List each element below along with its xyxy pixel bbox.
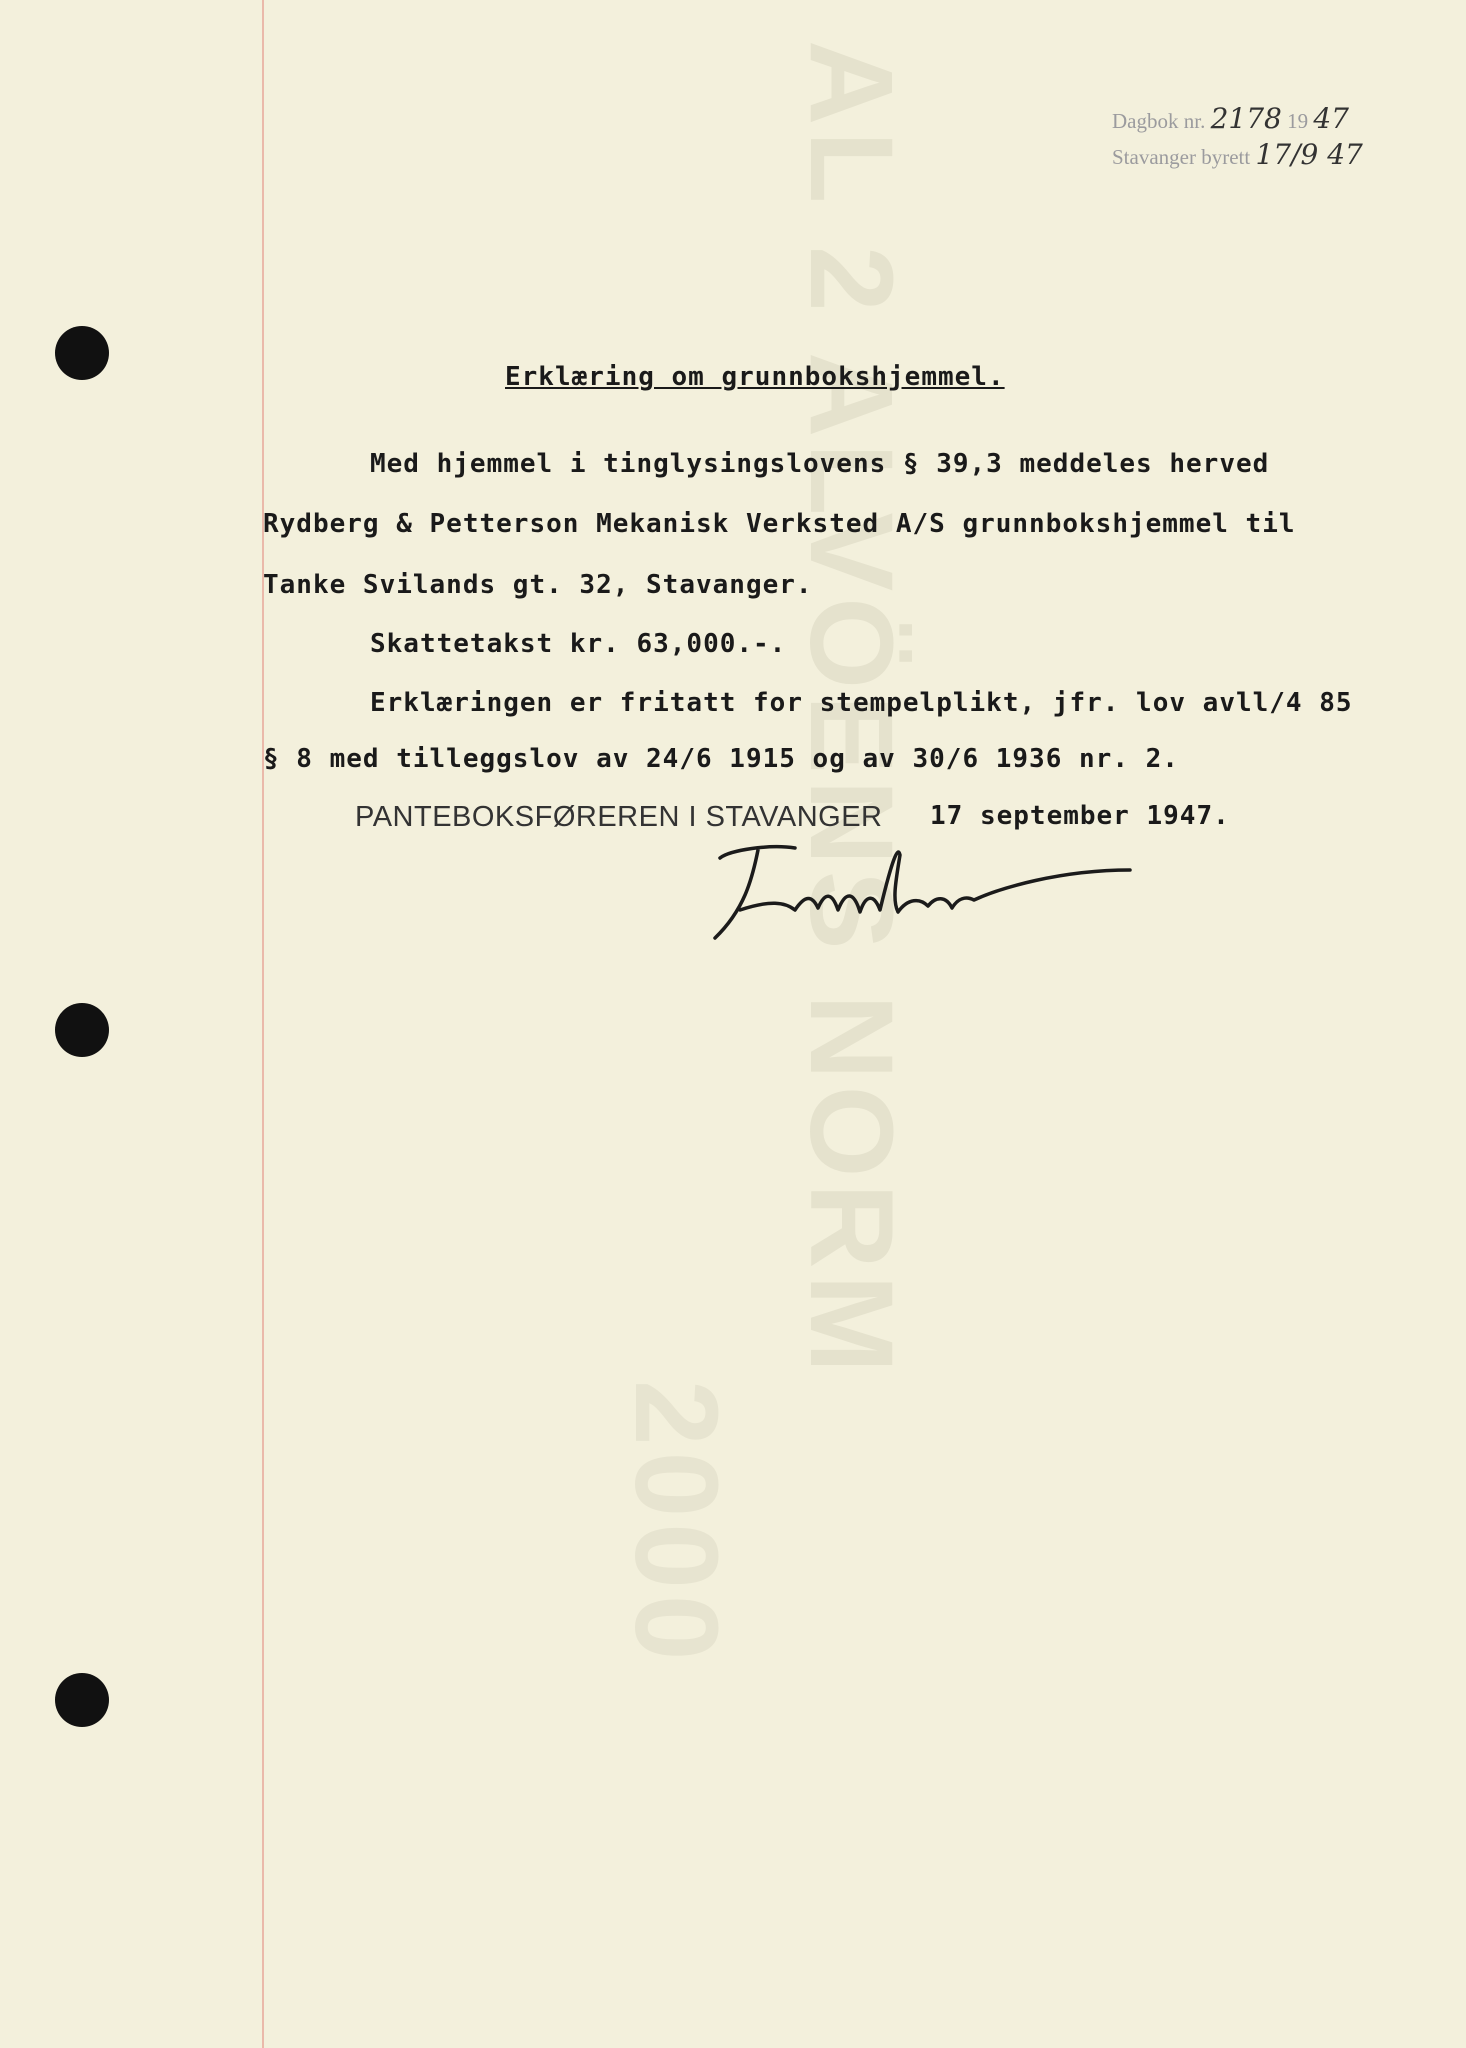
body-line-3: Tanke Svilands gt. 32, Stavanger. (263, 570, 813, 600)
punch-hole-bottom (55, 1673, 109, 1727)
watermark-number: 2000 (610, 1380, 742, 1667)
punch-hole-top (55, 326, 109, 380)
body-line-1: Med hjemmel i tinglysingslovens § 39,3 meddeles herved (370, 449, 1270, 479)
margin-line (262, 0, 264, 2048)
diary-number: 2178 (1210, 102, 1282, 135)
body-line-4: Skattetakst kr. 63,000.-. (370, 629, 787, 659)
registry-stamp (1112, 102, 1363, 174)
registry-line-2: Stavanger byrett 17/9 47 (1112, 138, 1363, 171)
body-line-2: Rydberg & Petterson Mekanisk Verksted A/S grunnbokshjemmel til (263, 509, 1296, 539)
document-title: Erklæring om grunnbokshjemmel. (505, 362, 1005, 392)
document-date: 17 september 1947. (930, 801, 1230, 831)
body-line-6: § 8 med tilleggslov av 24/6 1915 og av 30/6 1936 nr. 2. (263, 744, 1179, 774)
punch-hole-middle (55, 1003, 109, 1057)
office-stamp: PANTEBOKSFØREREN I STAVANGER (355, 801, 883, 833)
body-line-5: Erklæringen er fritatt for stempelplikt, jfr. lov avll/4 85 (370, 688, 1353, 718)
watermark: AL 2 ALVÖENS NORM (785, 40, 917, 1379)
diary-year: 47 (1313, 102, 1349, 135)
registry-line-1: Dagbok nr. 2178 19 47 (1112, 102, 1349, 135)
signature (700, 840, 1140, 950)
registry-date: 17/9 47 (1255, 138, 1363, 171)
